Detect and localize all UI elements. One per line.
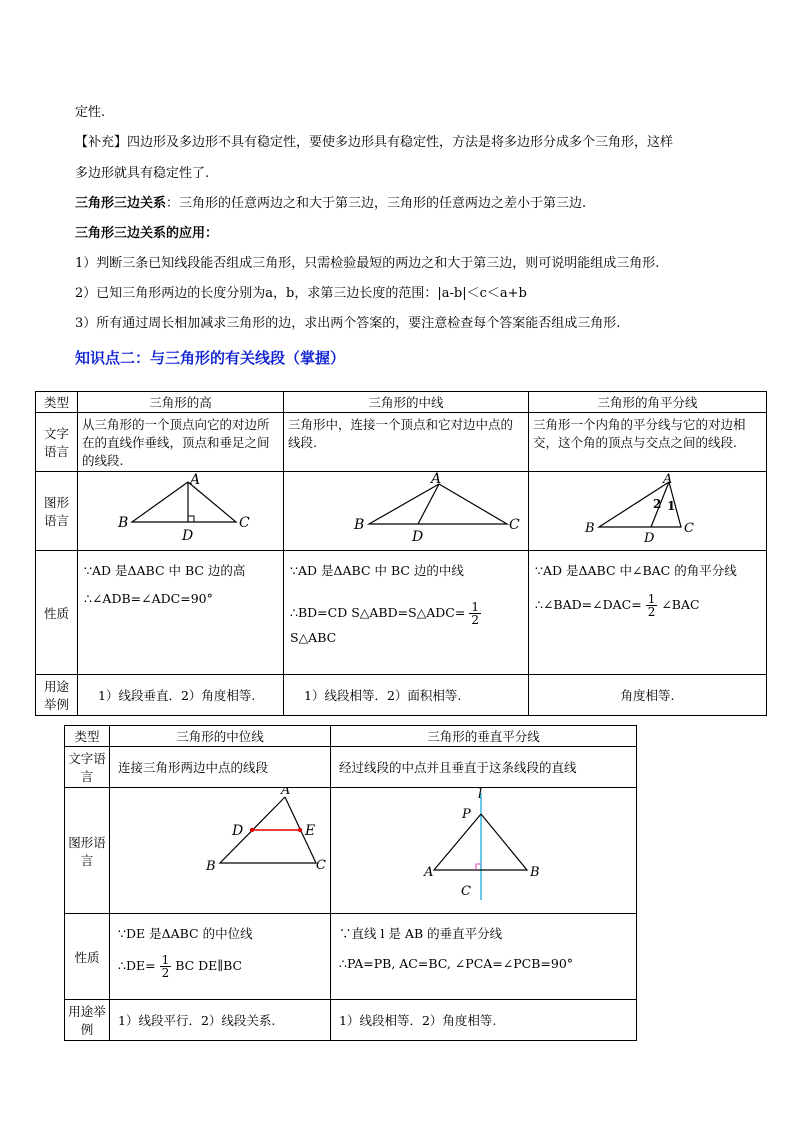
- median-area-text: ∴BD=CD S△ABD=S△ADC=: [290, 605, 466, 620]
- header-median: 三角形的中线: [284, 392, 529, 413]
- fraction-numerator: 1: [647, 592, 656, 606]
- relation-text: ：三角形的任意两边之和大于第三边，三角形的任意两边之差小于第三边.: [166, 196, 587, 211]
- row-label-figure: 图形语言: [36, 472, 78, 551]
- label-B: B: [585, 521, 595, 536]
- label-C: C: [316, 858, 326, 873]
- row-label-text: 文字语言: [65, 747, 110, 788]
- label-B: B: [206, 859, 216, 874]
- midline-text: 连接三角形两边中点的线段: [110, 747, 331, 788]
- label-A: A: [663, 472, 673, 487]
- label-l: l: [478, 788, 483, 802]
- fraction-denominator: 2: [471, 613, 479, 627]
- label-D: D: [182, 528, 194, 544]
- median-figure-cell: [284, 472, 529, 551]
- label-A: A: [424, 865, 434, 880]
- one-half-fraction: [646, 593, 658, 618]
- median-usage: 1）线段相等．2）面积相等.: [284, 675, 529, 716]
- midline-property-1: ∵DE 是ΔABC 的中位线: [118, 926, 253, 941]
- header-type: 类型: [36, 392, 78, 413]
- label-C: C: [684, 521, 694, 536]
- application-title: 三角形三边关系的应用：: [75, 226, 219, 241]
- median-property-1: ∵AD 是ΔABC 中 BC 边的中线: [290, 563, 464, 578]
- angle-2-label: 2: [653, 497, 662, 511]
- angle-bisector-figure: [529, 472, 766, 547]
- label-A: A: [431, 472, 442, 487]
- fraction-numerator: 1: [471, 600, 479, 614]
- header-midline: 三角形的中位线: [110, 726, 331, 747]
- label-A: A: [281, 788, 291, 798]
- midline-length-text: ∴DE=: [118, 958, 156, 973]
- label-C: C: [509, 517, 520, 533]
- label-D: D: [412, 529, 424, 545]
- segments-table-1: [35, 391, 767, 716]
- label-B: B: [530, 865, 540, 880]
- header-altitude: 三角形的高: [78, 392, 284, 413]
- midline-usage: 1）线段平行．2）线段关系.: [110, 1000, 331, 1041]
- label-A: A: [190, 472, 201, 488]
- segments-table-2: [64, 725, 637, 1041]
- application-1: 1）判断三条已知线段能否组成三角形，只需检验最短的两边之和大于第三边，则可说明能组成三角形.: [75, 256, 660, 271]
- row-label-text: 文字语言: [36, 413, 78, 472]
- supplement-line-2: 多边形就具有稳定性了.: [75, 166, 210, 181]
- bisector-usage: 角度相等.: [529, 675, 767, 716]
- header-type: 类型: [65, 726, 110, 747]
- label-B: B: [118, 515, 129, 531]
- midline-figure: [110, 788, 330, 910]
- altitude-properties: [78, 551, 284, 675]
- row-label-property: 性质: [36, 551, 78, 675]
- section-heading: 知识点二：与三角形的有关线段（掌握）: [75, 349, 346, 367]
- perp-bisector-text: 经过线段的中点并且垂直于这条线段的直线: [331, 747, 637, 788]
- bisector-angle-text: ∴∠BAD=∠DAC=: [535, 597, 642, 612]
- midpoint-D: [250, 828, 254, 832]
- perpendicular-bisector-figure: [331, 788, 636, 910]
- label-P: P: [462, 807, 471, 822]
- altitude-figure: [78, 472, 283, 547]
- label-E: E: [305, 823, 316, 839]
- perp-bisector-properties: [331, 914, 637, 1000]
- midpoint-E: [298, 828, 302, 832]
- altitude-text: 从三角形的一个顶点向它的对边所在的直线作垂线，顶点和垂足之间的线段.: [78, 413, 284, 472]
- bisector-figure-cell: [529, 472, 767, 551]
- median-text: 三角形中，连接一个顶点和它对边中点的线段.: [284, 413, 529, 472]
- median-area-whole: S△ABC: [290, 630, 337, 645]
- altitude-property-1: ∵AD 是ΔABC 中 BC 边的高: [84, 563, 246, 578]
- one-half-fraction: [469, 601, 481, 626]
- row-label-usage: 用途举例: [36, 675, 78, 716]
- bisector-properties: [529, 551, 767, 675]
- label-B: B: [354, 517, 365, 533]
- intro-line-1: 定性.: [75, 105, 106, 120]
- bisector-angle-whole: ∠BAC: [661, 597, 700, 612]
- midline-property-2: [118, 954, 322, 979]
- triangle-side-relation: [75, 192, 586, 211]
- midline-parallel-text: BC DE∥BC: [175, 958, 243, 973]
- median-properties: [284, 551, 529, 675]
- row-label-usage: 用途举例: [65, 1000, 110, 1041]
- median-figure: [284, 472, 528, 547]
- header-perpendicular-bisector: 三角形的垂直平分线: [331, 726, 637, 747]
- altitude-usage: 1）线段垂直．2）角度相等.: [78, 675, 284, 716]
- perp-bisector-property-1: ∵直线 l 是 AB 的垂直平分线: [339, 926, 503, 941]
- perp-bisector-property-2: ∴PA=PB, AC=BC, ∠PCA=∠PCB=90°: [339, 956, 574, 971]
- angle-bisector-text: 三角形一个内角的平分线与它的对边相交，这个角的顶点与交点之间的线段.: [529, 413, 767, 472]
- fraction-denominator: 2: [161, 966, 170, 980]
- perp-bisector-figure-cell: [331, 788, 637, 914]
- relation-title: 三角形三边关系: [75, 196, 167, 211]
- application-3: 3）所有通过周长相加减求三角形的边，求出两个答案的，要注意检查每个答案能否组成三角形.: [75, 316, 621, 331]
- bisector-property-1: ∵AD 是ΔABC 中∠BAC 的角平分线: [535, 563, 737, 578]
- one-half-fraction: [160, 954, 172, 979]
- supplement-line-1: 【补充】四边形及多边形不具有稳定性，要使多边形具有稳定性，方法是将多边形分成多个三角形，这样: [75, 135, 674, 150]
- altitude-figure-cell: [78, 472, 284, 551]
- application-2: 2）已知三角形两边的长度分别为a，b，求第三边长度的范围：|a-b|＜c＜a+b: [75, 286, 527, 301]
- row-label-figure: 图形语言: [65, 788, 110, 914]
- midline-properties: [110, 914, 331, 1000]
- label-D: D: [644, 531, 655, 546]
- angle-1-label: 1: [667, 499, 676, 513]
- altitude-property-2: ∴∠ADB=∠ADC=90°: [84, 591, 213, 606]
- bisector-property-2: [535, 593, 760, 618]
- header-angle-bisector: 三角形的角平分线: [529, 392, 767, 413]
- fraction-denominator: 2: [647, 605, 656, 619]
- midline-figure-cell: [110, 788, 331, 914]
- row-label-property: 性质: [65, 914, 110, 1000]
- label-C: C: [461, 884, 471, 899]
- perp-bisector-usage: 1）线段相等．2）角度相等.: [331, 1000, 637, 1041]
- median-property-2: [290, 601, 522, 626]
- label-C: C: [239, 515, 250, 531]
- label-D: D: [232, 823, 244, 839]
- fraction-numerator: 1: [161, 953, 170, 967]
